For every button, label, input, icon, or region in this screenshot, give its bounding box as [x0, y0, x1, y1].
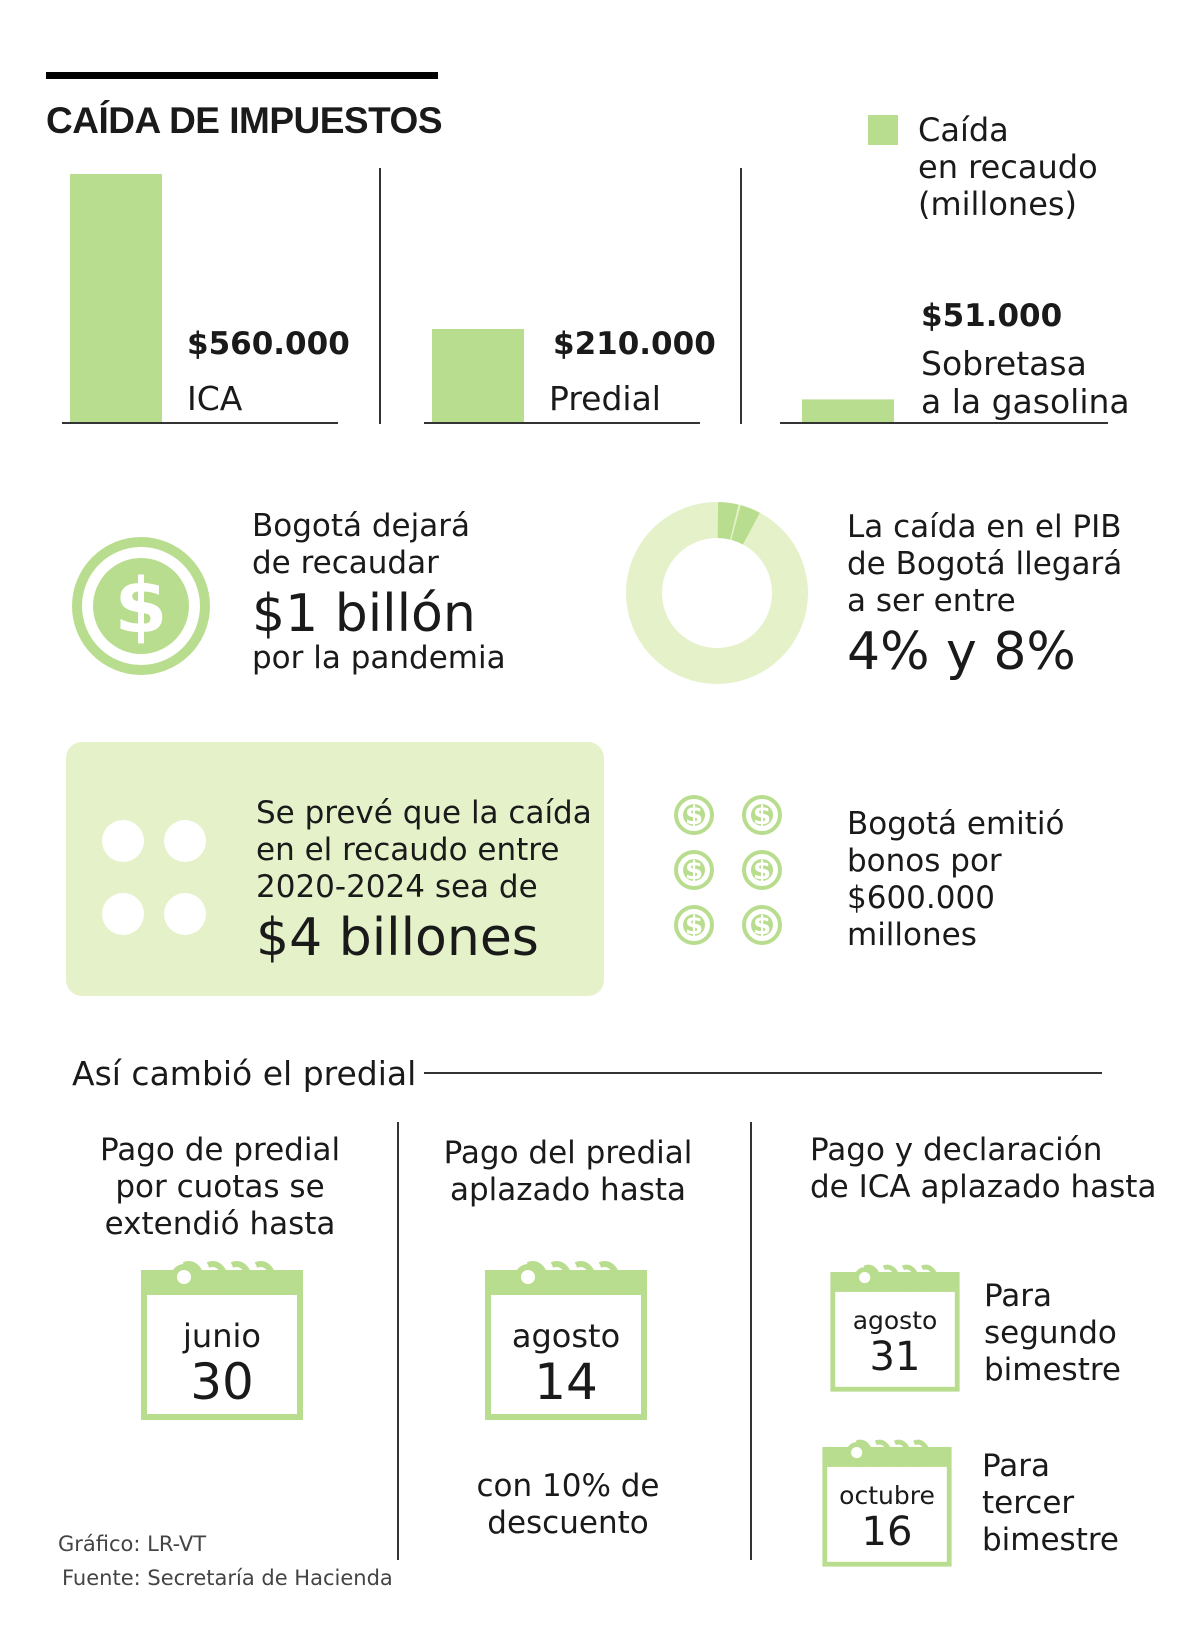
section-title: Así cambió el predial	[72, 1054, 417, 1093]
calendar-icon	[820, 1435, 954, 1569]
svg-text:$: $	[114, 561, 168, 650]
prevision-big: $4 billones	[256, 908, 539, 968]
section-rule	[424, 1072, 1102, 1074]
calendar-icon	[138, 1255, 306, 1423]
bar-label-predial: Predial	[549, 379, 661, 418]
cal-b-note-3: bimestre	[982, 1522, 1120, 1558]
coin-icon	[676, 797, 712, 833]
calendar-day: 30	[190, 1353, 254, 1411]
bar-value-sobretasa: $51.000	[921, 298, 1063, 334]
bonos-line2: bonos por	[847, 843, 1002, 879]
credit-grafico: Gráfico: LR-VT	[58, 1532, 207, 1556]
coin-icon	[676, 907, 712, 943]
col2-caption-1: Pago del predial	[443, 1135, 693, 1171]
svg-text:$: $	[752, 801, 772, 831]
page-title: CAÍDA DE IMPUESTOS	[46, 100, 442, 141]
cal-a-note-2: segundo	[984, 1315, 1117, 1351]
svg-text:$: $	[752, 856, 772, 886]
cal-a-note-3: bimestre	[984, 1352, 1122, 1388]
coin-icon	[676, 852, 712, 888]
calendar-month: octubre	[839, 1481, 935, 1510]
bar-label-sobretasa-2: a la gasolina	[921, 382, 1130, 421]
donut-segment-0	[718, 520, 734, 522]
bar-0	[70, 174, 162, 422]
recaudo-line2: de recaudar	[252, 545, 439, 581]
donut-segment-1	[736, 523, 751, 529]
col1-caption-2: por cuotas se	[115, 1169, 325, 1205]
decor-dot	[102, 820, 144, 862]
col1-caption-1: Pago de predial	[99, 1132, 341, 1168]
bar-2	[802, 399, 894, 422]
divider	[379, 168, 381, 424]
coin-icon	[744, 852, 780, 888]
baseline	[424, 422, 700, 424]
calendar-icon	[828, 1260, 962, 1394]
col3-caption-1: Pago y declaración	[810, 1132, 1103, 1168]
credit-fuente: Fuente: Secretaría de Hacienda	[62, 1566, 393, 1590]
decor-dot	[164, 820, 206, 862]
baseline	[780, 422, 1108, 424]
cal-b-note-1: Para	[982, 1448, 1051, 1484]
svg-text:$: $	[684, 911, 704, 941]
decor-dot	[164, 893, 206, 935]
col3-caption-2: de ICA aplazado hasta	[810, 1169, 1157, 1205]
col2-note-1: con 10% de	[476, 1468, 660, 1504]
calendar-day: 16	[861, 1509, 913, 1555]
baseline	[62, 422, 338, 424]
bar-1	[432, 329, 524, 422]
divider	[750, 1122, 752, 1560]
bar-label-ica: ICA	[187, 379, 243, 418]
coins-grid	[670, 790, 800, 970]
recaudo-big: $1 billón	[252, 584, 476, 644]
calendar-month: agosto	[511, 1317, 621, 1355]
legend-label: Caída en recaudo (millones)	[918, 111, 1098, 223]
calendar-month: junio	[183, 1317, 261, 1355]
bonos-line3: $600.000	[847, 880, 995, 916]
divider	[397, 1122, 399, 1560]
cal-a-note-1: Para	[984, 1278, 1053, 1314]
bar-value-ica: $560.000	[187, 326, 350, 362]
bonos-line4: millones	[847, 917, 977, 953]
calendar-icon	[482, 1255, 650, 1423]
col1-caption-3: extendió hasta	[104, 1206, 336, 1242]
prevision-line2: en el recaudo entre	[256, 832, 560, 868]
decor-dot	[102, 893, 144, 935]
pib-line2: de Bogotá llegará	[847, 546, 1123, 582]
prevision-line3: 2020-2024 sea de	[256, 869, 538, 905]
bar-value-predial: $210.000	[553, 326, 716, 362]
pib-line1: La caída en el PIB	[847, 509, 1122, 545]
bonos-line1: Bogotá emitió	[847, 806, 1065, 842]
svg-text:$: $	[684, 801, 704, 831]
prevision-line1: Se prevé que la caída	[256, 795, 592, 831]
cal-b-note-2: tercer	[982, 1485, 1075, 1521]
col2-note-2: descuento	[487, 1505, 649, 1541]
dollar-circle-icon	[68, 533, 214, 679]
calendar-day: 14	[534, 1353, 598, 1411]
recaudo-line3: por la pandemia	[252, 640, 506, 676]
divider	[740, 168, 742, 424]
calendar-month: agosto	[852, 1306, 938, 1335]
pib-line3: a ser entre	[847, 583, 1016, 619]
svg-text:$: $	[684, 856, 704, 886]
coin-icon	[744, 797, 780, 833]
calendar-day: 31	[869, 1334, 921, 1380]
recaudo-line1: Bogotá dejará	[252, 508, 470, 544]
pib-big: 4% y 8%	[847, 622, 1076, 682]
coin-icon	[744, 907, 780, 943]
pib-donut	[622, 498, 812, 688]
col2-caption-2: aplazado hasta	[450, 1172, 686, 1208]
bar-label-sobretasa: Sobretasa	[921, 344, 1087, 383]
svg-text:$: $	[752, 911, 772, 941]
